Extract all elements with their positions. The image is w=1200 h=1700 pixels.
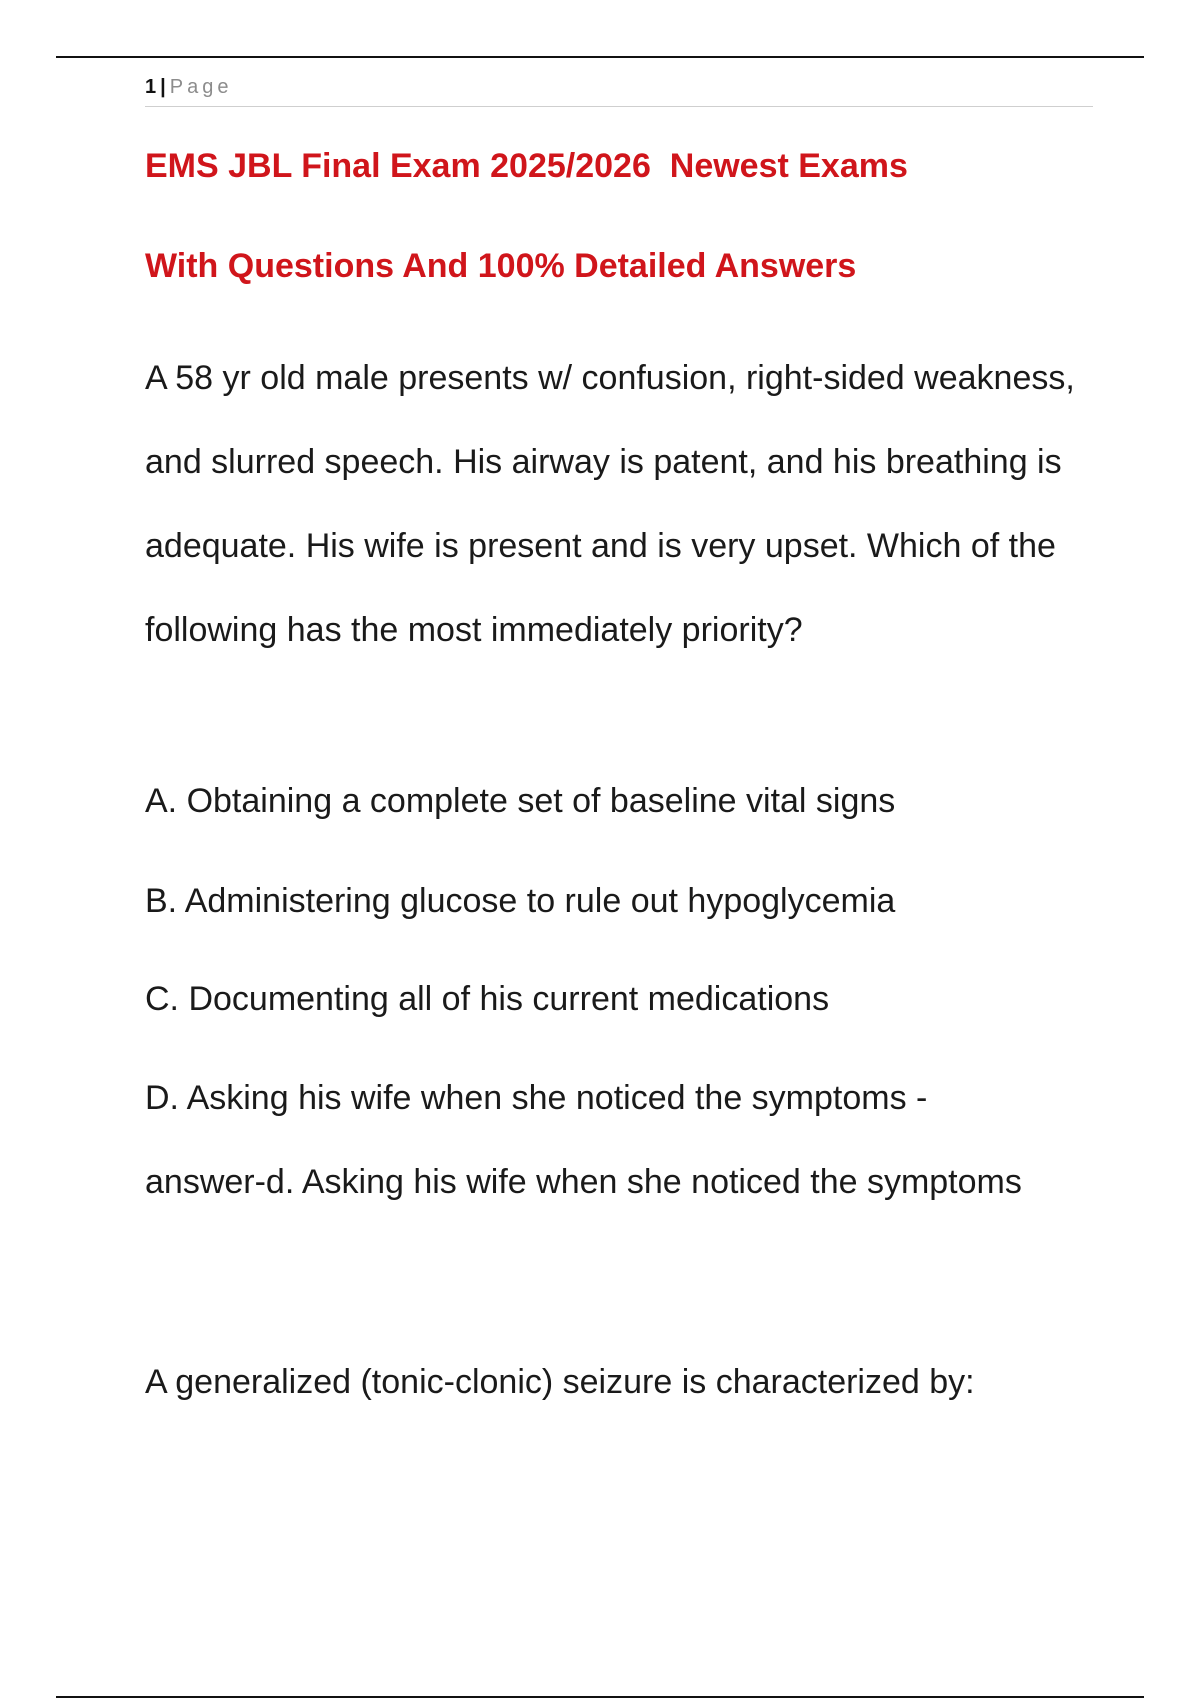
question-1-option-b: B. Administering glucose to rule out hypoglycemia	[145, 882, 896, 920]
question-1-option-d: D. Asking his wife when she noticed the symptoms -	[145, 1079, 928, 1117]
document-title-line-2: With Questions And 100% Detailed Answers	[145, 247, 857, 285]
bottom-rule	[56, 1696, 1144, 1698]
top-rule	[56, 56, 1144, 58]
question-1-answer: answer-d. Asking his wife when she noticed the symptoms	[145, 1163, 1022, 1201]
question-2-text: A generalized (tonic-clonic) seizure is characterized by:	[145, 1363, 975, 1401]
page-header	[145, 72, 1093, 107]
question-1-text: A 58 yr old male presents w/ confusion, right-sided weakness, and slurred speech. His airway is patent, and his breathing is adequate. His wife is present and is very upset. Which of the following has the most immediately priority?	[145, 359, 1075, 649]
page-separator: |	[160, 76, 166, 98]
question-1-option-c: C. Documenting all of his current medications	[145, 980, 830, 1018]
question-1-option-a: A. Obtaining a complete set of baseline vital signs	[145, 782, 896, 820]
document-title-line-1: EMS JBL Final Exam 2025/2026 Newest Exams	[145, 147, 908, 185]
page-number: 1	[145, 76, 157, 98]
page-word: Page	[169, 76, 233, 98]
